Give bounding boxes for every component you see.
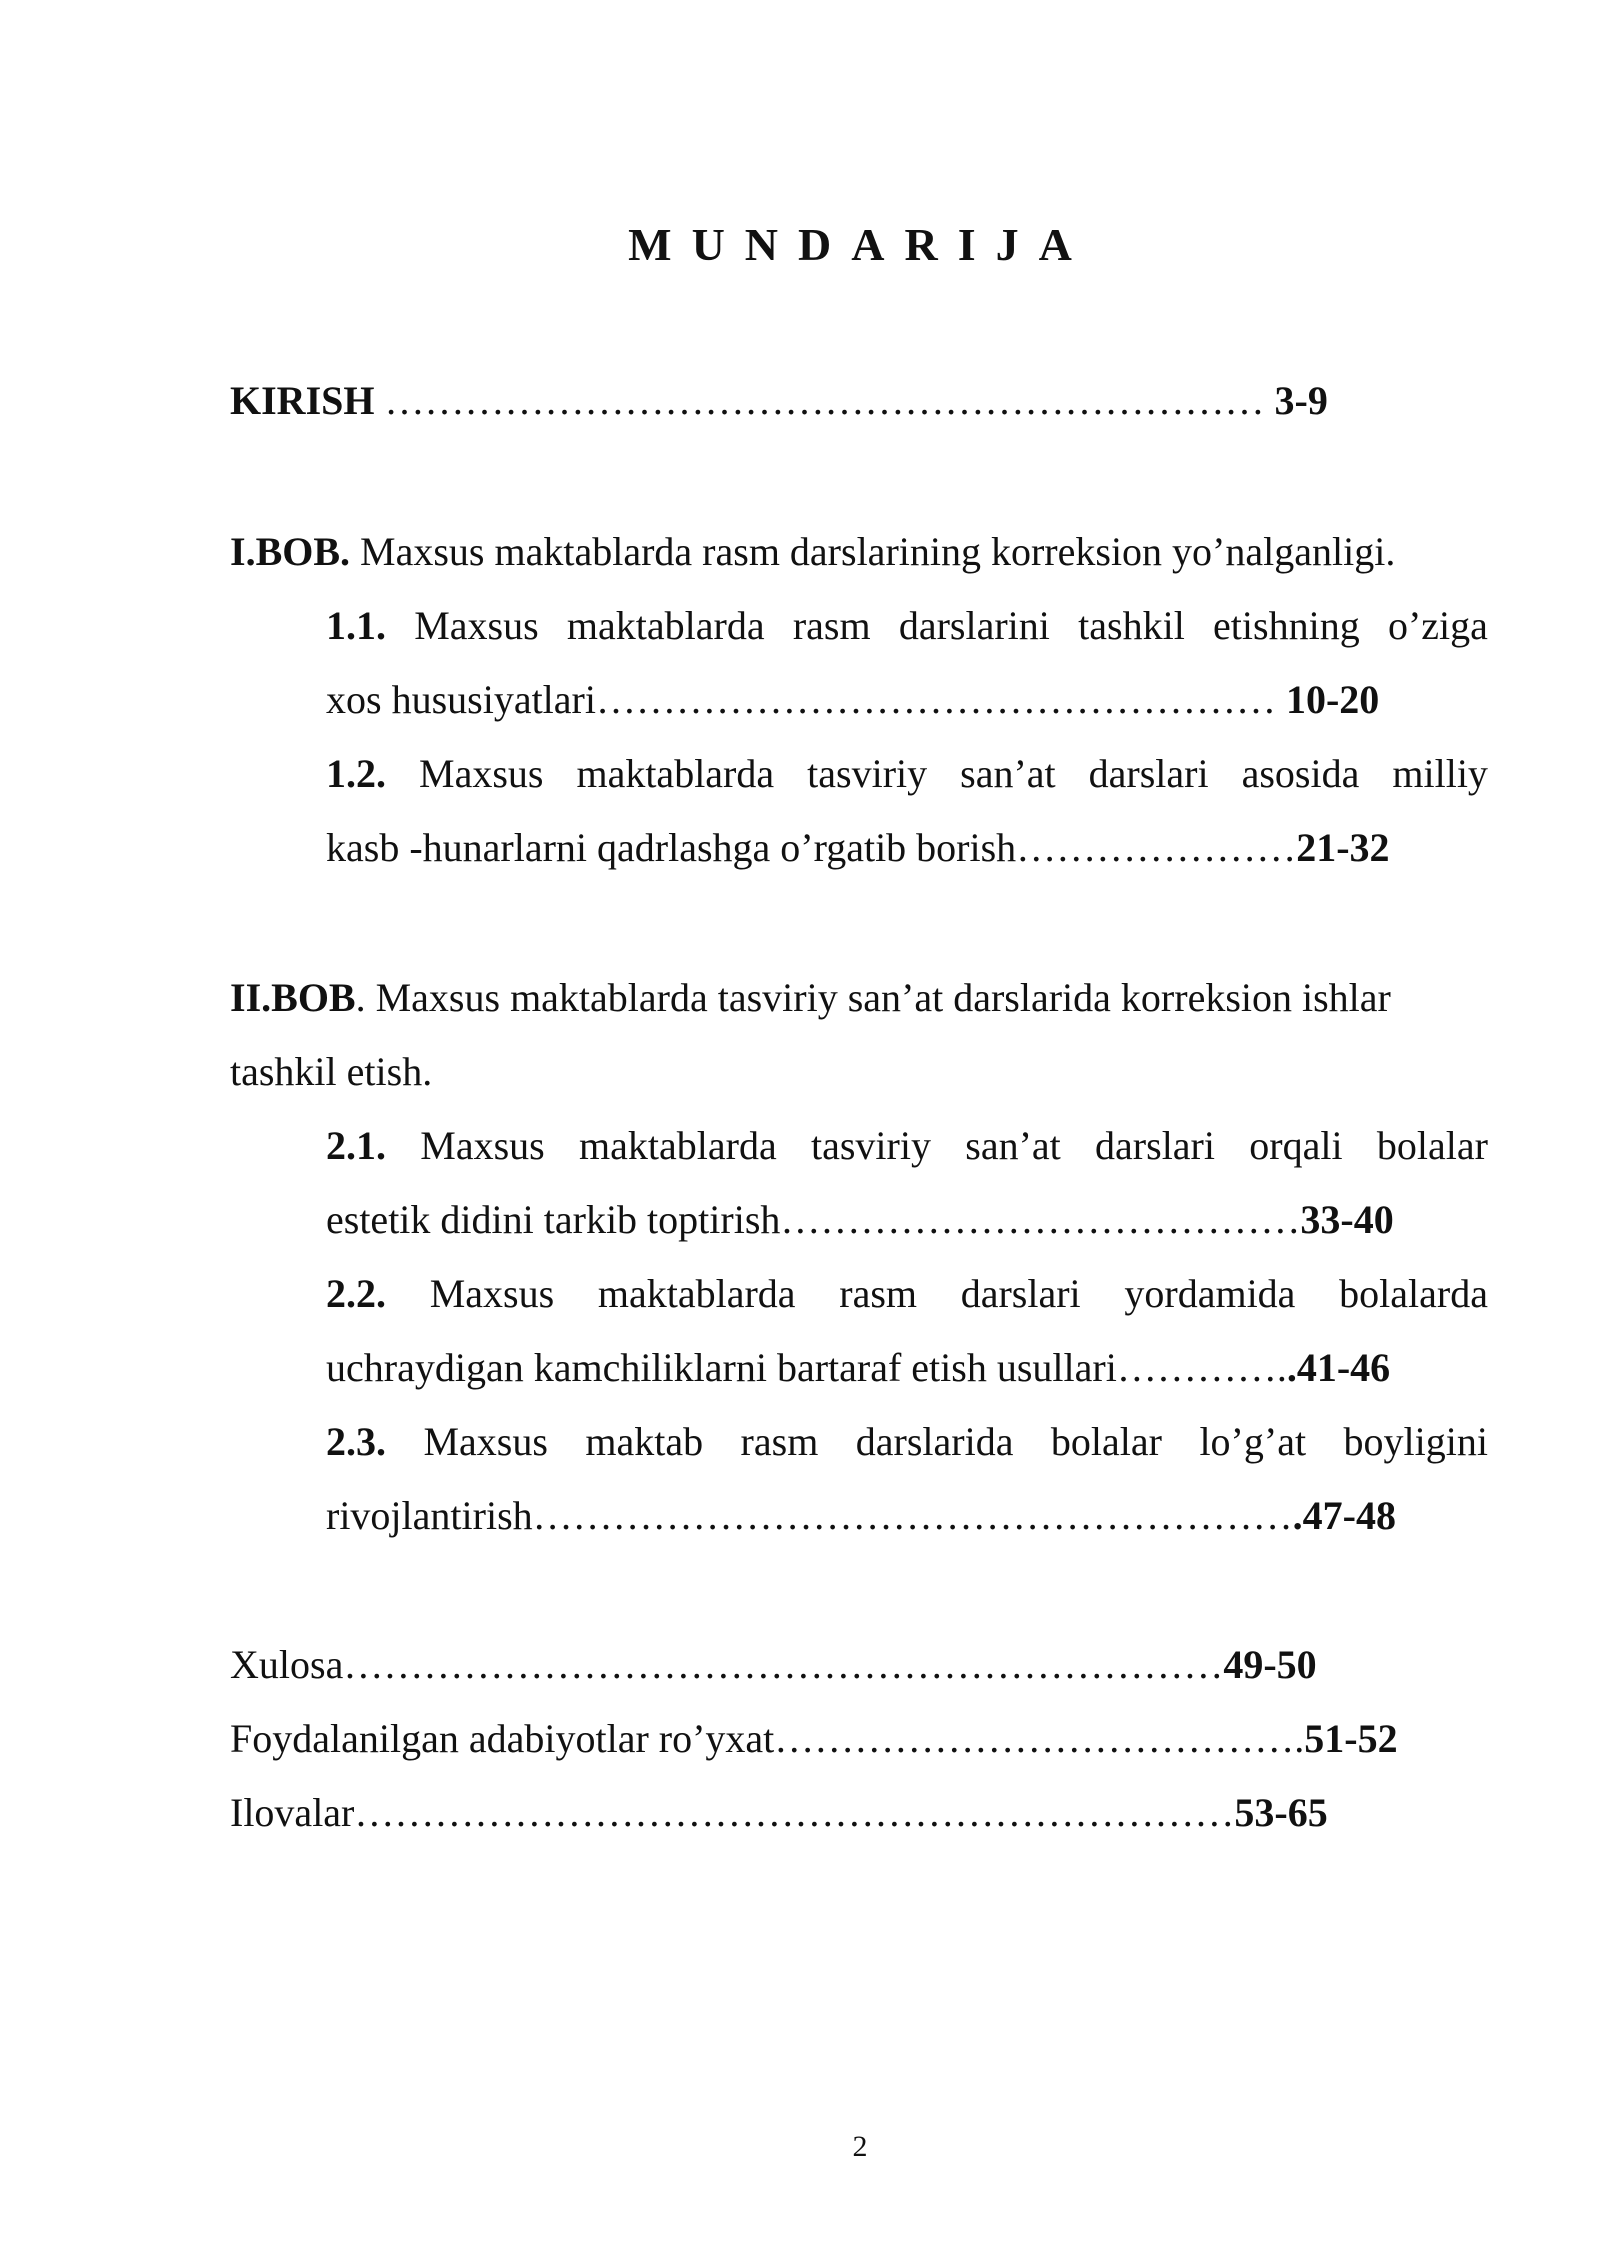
toc-references-pages: 51-52	[1304, 1716, 1398, 1761]
toc-section-2-2-line1	[326, 1269, 1488, 1319]
section-2-1-word: darslari	[1095, 1123, 1215, 1168]
toc-entry-references	[230, 1714, 1398, 1764]
section-1-1-number: 1.1.	[326, 603, 386, 648]
section-1-1-word: maktablarda	[566, 603, 765, 648]
toc-section-1-1-line1	[326, 601, 1488, 651]
toc-conclusion-dots: …………………………………………………………	[343, 1642, 1224, 1687]
section-2-2-word: Maxsus	[429, 1271, 555, 1316]
section-1-1-word: o’ziga	[1387, 603, 1488, 648]
toc-section-2-2-line2	[326, 1343, 1390, 1393]
section-1-1-title-end: xos hususiyatlari	[326, 677, 596, 722]
section-1-1-word: tashkil	[1078, 603, 1185, 648]
section-2-3-word: maktab	[585, 1419, 704, 1464]
section-1-2-title-end: kasb -hunarlarni qadrlashga o’rgatib borish	[326, 825, 1017, 870]
section-2-1-word: maktablarda	[579, 1123, 777, 1168]
section-1-2-word: tasviriy	[807, 751, 928, 796]
section-2-2-dots: ………….	[1116, 1345, 1287, 1390]
section-2-1-word: san’at	[965, 1123, 1061, 1168]
section-1-2-number: 1.2.	[326, 751, 386, 796]
section-2-1-word: Maxsus	[420, 1123, 545, 1168]
section-2-3-dots: …………………………………………………	[532, 1493, 1293, 1538]
toc-section-2-1-line1	[326, 1121, 1488, 1171]
section-1-2-pages: 21-32	[1296, 825, 1390, 870]
section-2-3-title-end: rivojlantirish	[326, 1493, 533, 1538]
section-1-2-word: asosida	[1241, 751, 1360, 796]
toc-chapter-2-heading	[230, 973, 1391, 1023]
chapter-1-title: Maxsus maktablarda rasm darslarining korreksion yo’nalganligi.	[350, 529, 1396, 574]
section-2-3-word: darslarida	[855, 1419, 1014, 1464]
section-2-1-number: 2.1.	[326, 1123, 386, 1168]
toc-section-1-2-line2	[326, 823, 1390, 873]
chapter-2-title-line1: . Maxsus maktablarda tasviriy san’at darslarida korreksion ishlar	[355, 975, 1391, 1020]
section-1-1-word: etishning	[1213, 603, 1360, 648]
toc-intro-dots: …………………………………………………………	[374, 378, 1265, 423]
section-2-1-dots: …………………………………	[780, 1197, 1301, 1242]
section-2-3-number: 2.3.	[326, 1419, 386, 1464]
section-1-2-word: darslari	[1088, 751, 1209, 796]
page-number: 2	[852, 2130, 868, 2163]
toc-references-dots: ………………………………….	[774, 1716, 1305, 1761]
toc-references-label: Foydalanilgan adabiyotlar ro’yxat	[230, 1716, 775, 1761]
toc-chapter-1-heading	[230, 527, 1395, 577]
toc-appendices-label: Ilovalar	[230, 1790, 355, 1835]
toc-section-1-2-line1	[326, 749, 1488, 799]
chapter-1-number: I.BOB.	[230, 529, 351, 574]
toc-section-2-1-line2	[326, 1195, 1394, 1245]
section-2-2-word: yordamida	[1124, 1271, 1296, 1316]
section-1-1-word: Maxsus	[414, 603, 539, 648]
section-2-2-word: maktablarda	[597, 1271, 796, 1316]
section-1-2-word: Maxsus	[419, 751, 544, 796]
section-1-1-word: darslarini	[898, 603, 1050, 648]
chapter-2-title-line2: tashkil etish.	[230, 1049, 433, 1094]
section-2-1-title-end: estetik didini tarkib toptirish	[326, 1197, 781, 1242]
section-2-2-word: rasm	[839, 1271, 918, 1316]
section-2-3-word: lo’g’at	[1199, 1419, 1307, 1464]
section-2-2-title-end: uchraydigan kamchiliklarni bartaraf etish usullari	[326, 1345, 1117, 1390]
section-1-1-dots: ……………………………………………	[595, 677, 1276, 722]
toc-chapter-2-heading-cont	[230, 1047, 432, 1097]
page-title: MUNDARIJA	[628, 219, 1092, 270]
toc-intro-pages: 3-9	[1264, 378, 1328, 423]
section-2-3-word: rasm	[740, 1419, 819, 1464]
section-2-3-word: bolalar	[1050, 1419, 1162, 1464]
toc-appendices-dots: …………………………………………………………	[354, 1790, 1235, 1835]
toc-entry-conclusion	[230, 1640, 1317, 1690]
chapter-2-number: II.BOB	[230, 975, 356, 1020]
toc-section-1-1-line2	[326, 675, 1379, 725]
section-2-2-word: darslari	[960, 1271, 1081, 1316]
section-2-1-word: tasviriy	[810, 1123, 931, 1168]
section-2-2-pages: .41-46	[1286, 1345, 1391, 1390]
toc-entry-intro	[230, 376, 1328, 426]
section-2-3-pages: .47-48	[1292, 1493, 1396, 1538]
section-1-1-pages: 10-20	[1275, 677, 1380, 722]
toc-section-2-3-line2	[326, 1491, 1396, 1541]
section-2-2-number: 2.2.	[326, 1271, 386, 1316]
section-1-2-dots: …………………	[1016, 825, 1297, 870]
section-2-3-word: Maxsus	[423, 1419, 548, 1464]
section-1-1-word: rasm	[792, 603, 871, 648]
section-2-2-word: bolalarda	[1339, 1271, 1488, 1316]
section-1-2-word: milliy	[1392, 751, 1488, 796]
section-2-1-word: orqali	[1249, 1123, 1343, 1168]
toc-intro-label: KIRISH	[230, 378, 375, 423]
toc-conclusion-pages: 49-50	[1223, 1642, 1317, 1687]
toc-appendices-pages: 53-65	[1234, 1790, 1328, 1835]
section-2-1-pages: 33-40	[1300, 1197, 1394, 1242]
section-1-2-word: maktablarda	[576, 751, 775, 796]
section-2-3-word: boyligini	[1343, 1419, 1488, 1464]
toc-entry-appendices	[230, 1788, 1328, 1838]
toc-section-2-3-line1	[326, 1417, 1488, 1467]
section-1-2-word: san’at	[960, 751, 1056, 796]
toc-conclusion-label: Xulosa	[230, 1642, 344, 1687]
section-2-1-word: bolalar	[1376, 1123, 1488, 1168]
